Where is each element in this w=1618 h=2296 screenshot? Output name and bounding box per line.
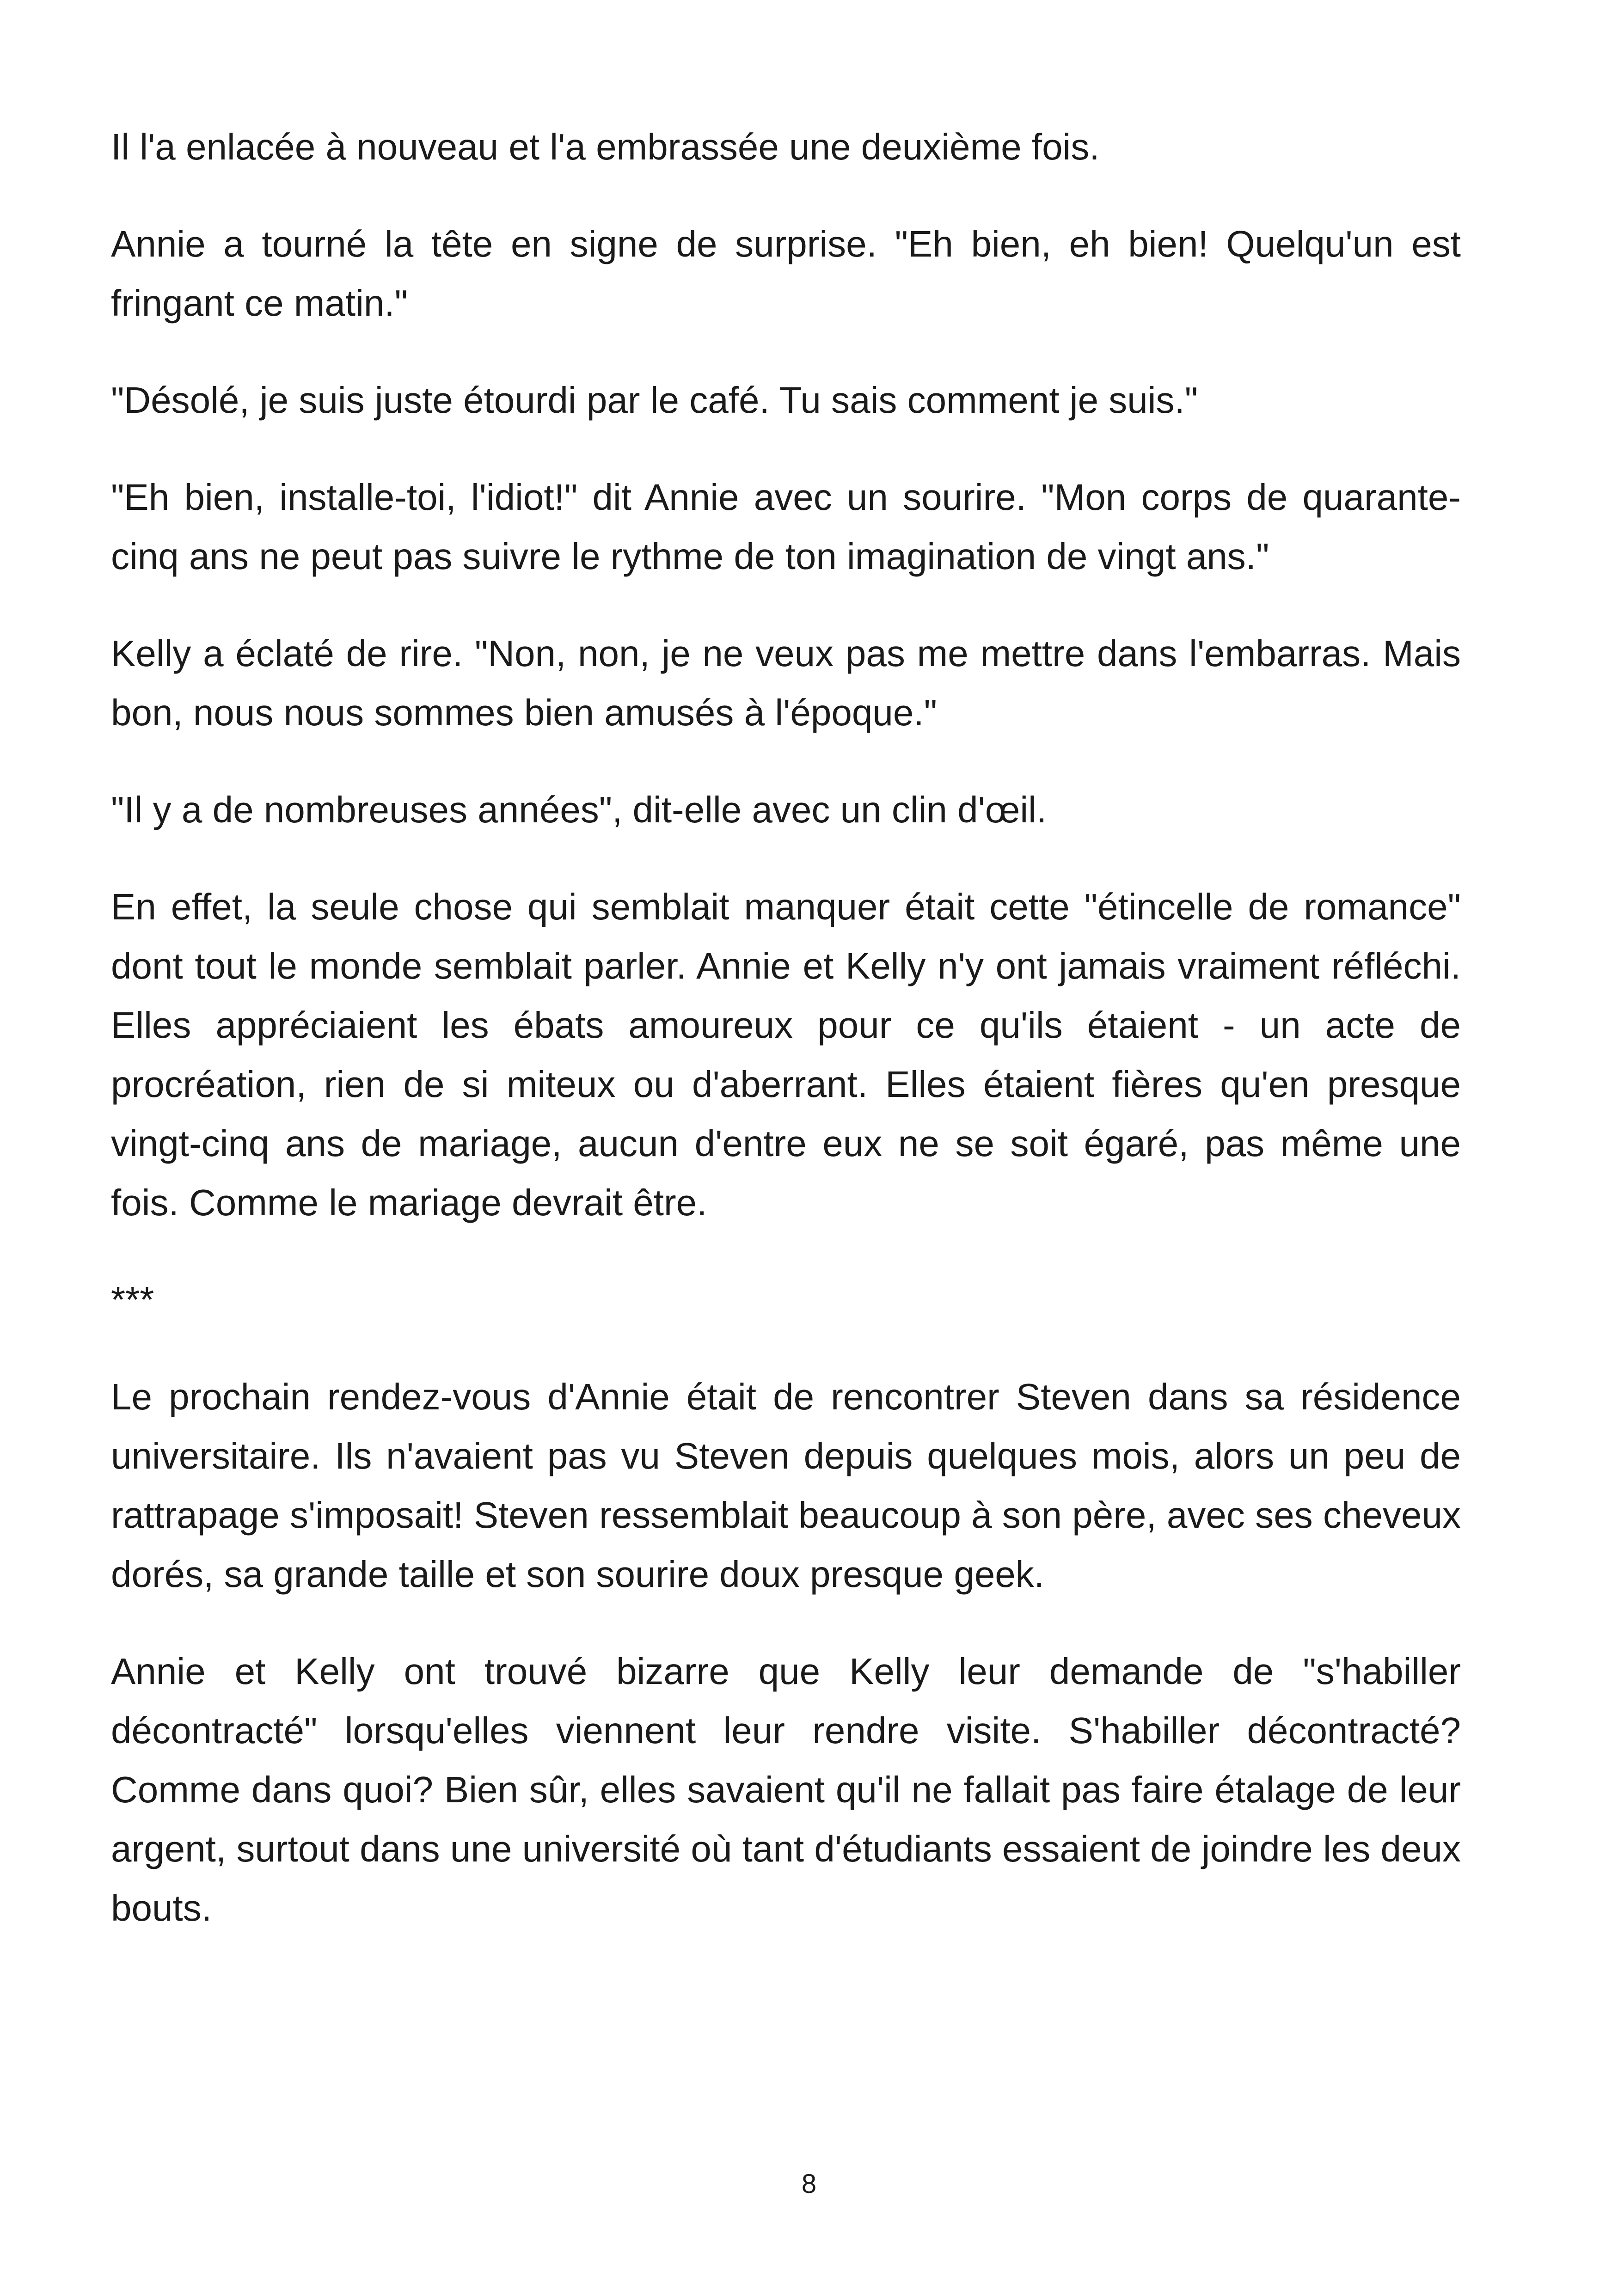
- paragraph: Le prochain rendez-vous d'Annie était de rencontrer Steven dans sa résidence universitaire. Ils n'avaient pas vu Steven depuis quelques mois, alors un peu de rattrapage s'imposait! Steven ressemblait beaucoup à son père, avec ses cheveux dorés, sa grande taille et son sourire doux presque geek.: [111, 1376, 1461, 1595]
- section-separator: ***: [111, 1279, 154, 1320]
- paragraph: Il l'a enlacée à nouveau et l'a embrassée une deuxième fois.: [111, 126, 1100, 167]
- paragraph: "Eh bien, installe-toi, l'idiot!" dit Annie avec un sourire. "Mon corps de quarante-cinq ans ne peut pas suivre le rythme de ton imagination de vingt ans.": [111, 477, 1461, 577]
- paragraph: Annie et Kelly ont trouvé bizarre que Kelly leur demande de "s'habiller décontracté" lorsqu'elles viennent leur rendre visite. S'habiller décontracté? Comme dans quoi? Bien sûr, elles savaient qu'il ne fallait pas faire étalage de leur argent, surtout dans une université où tant d'étudiants essaient de joindre les deux bouts.: [111, 1651, 1461, 1929]
- paragraph: "Il y a de nombreuses années", dit-elle avec un clin d'œil.: [111, 789, 1047, 830]
- paragraph: Annie a tourné la tête en signe de surprise. "Eh bien, eh bien! Quelqu'un est fringant ce matin.": [111, 223, 1461, 324]
- body-text: [111, 117, 1461, 1976]
- paragraph: "Désolé, je suis juste étourdi par le café. Tu sais comment je suis.": [111, 380, 1198, 421]
- page-number: 8: [801, 2169, 817, 2199]
- paragraph: Kelly a éclaté de rire. "Non, non, je ne veux pas me mettre dans l'embarras. Mais bon, nous nous sommes bien amusés à l'époque.": [111, 633, 1461, 733]
- paragraph: En effet, la seule chose qui semblait manquer était cette "étincelle de romance" dont tout le monde semblait parler. Annie et Kelly n'y ont jamais vraiment réfléchi. Elles appréciaient les ébats amoureux pour ce qu'ils étaient - un acte de procréation, rien de si miteux ou d'aberrant. Elles étaient fières qu'en presque vingt-cinq ans de mariage, aucun d'entre eux ne se soit égaré, pas même une fois. Comme le mariage devrait être.: [111, 886, 1461, 1223]
